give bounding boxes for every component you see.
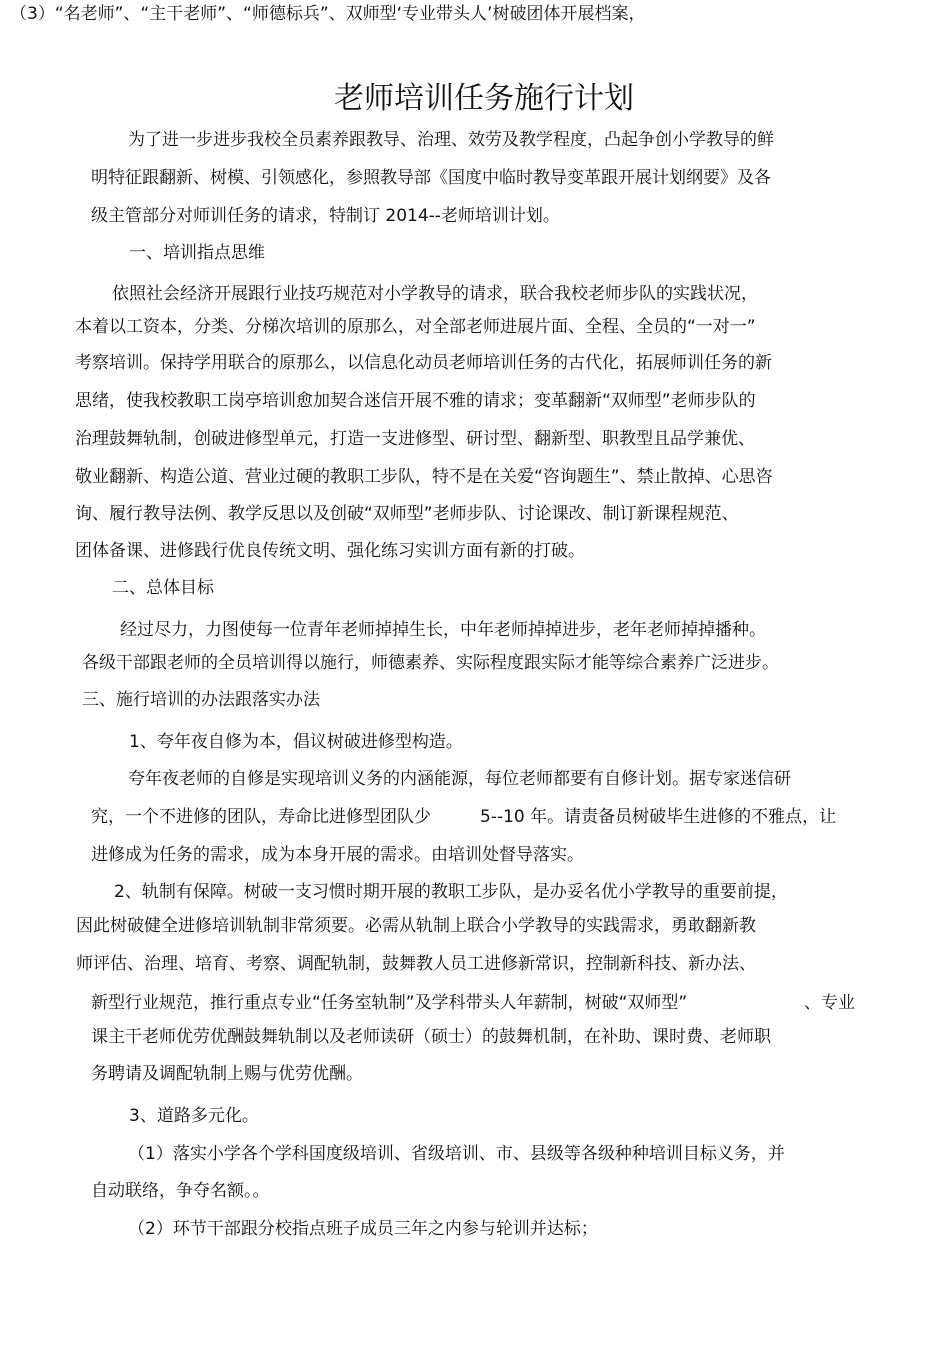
item1-line: 5--10 年。请责备员树破毕生进修的不雅点，让 (480, 807, 837, 827)
item2-line: 新型行业规范，推行重点专业“任务室轨制”及学科带头人年薪制，树破“双师型” (91, 993, 688, 1013)
section1-line: 思绪，使我校教职工岗亭培训愈加契合迷信开展不雅的请求；变革翻新“双师型”老师步队的 (75, 391, 756, 411)
section1-line: 敬业翻新、构造公道、营业过硬的教职工步队，特不是在关爱“咨询题生”、禁止散掉、心思咨 (75, 467, 773, 487)
section2-line: 各级干部跟老师的全员培训得以施行，师德素养、实际程度跟实际才能等综合素养广泛进步。 (82, 653, 779, 673)
intro-line-1: 为了进一步进步我校全员素养跟教导、治理、效劳及教学程度，凸起争创小学教导的鲜 (128, 130, 774, 150)
item2-line: 、专业 (804, 993, 855, 1013)
item2-line: 2、轨制有保障。树破一支习惯时期开展的教职工步队，是办妥名优小学教导的重要前提， (114, 882, 788, 902)
item3-heading: 3、道路多元化。 (129, 1106, 259, 1126)
item2-line: 课主干老师优劳优酬鼓舞轨制以及老师读研（硕士）的鼓舞机制，在补助、课时费、老师职 (91, 1027, 771, 1047)
intro-line-2: 明特征跟翻新、树模、引领感化，参照教导部《国度中临时教导变革跟开展计划纲要》及各 (91, 168, 771, 188)
section1-line: 本着以工资本，分类、分梯次培训的原那么，对全部老师进展片面、全程、全员的“一对一” (75, 317, 756, 337)
section1-line: 考察培训。保持学用联合的原那么，以信息化动员老师培训任务的古代化，拓展师训任务的新 (75, 353, 772, 373)
item3-line: 自动联络，争夺名额。。 (91, 1181, 270, 1201)
section2-line: 经过尽力，力图使每一位青年老师掉掉生长，中年老师掉掉进步，老年老师掉掉播种。 (120, 620, 766, 640)
item2-line: 因此树破健全进修培训轨制非常须要。必需从轨制上联合小学教导的实践需求，勇敢翻新教 (76, 916, 756, 936)
page-title: 老师培训任务施行计划 (334, 81, 634, 116)
item3-line: （1）落实小学各个学科国度级培训、省级培训、市、县级等各级种种培训目标义务，并 (128, 1144, 785, 1164)
section1-line: 治理鼓舞轨制，创破进修型单元，打造一支进修型、研讨型、翻新型、职教型且品学兼优、 (75, 429, 755, 449)
item1-line: 夸年夜老师的自修是实现培训义务的内涵能源，每位老师都要有自修计划。据专家迷信研 (128, 769, 791, 789)
section1-line: 团体备课、进修践行优良传统文明、强化练习实训方面有新的打破。 (75, 541, 585, 561)
intro-line-3: 级主管部分对师训任务的请求，特制订 2014--老师培训计划。 (91, 206, 560, 226)
section1-line: 询、履行教导法例、教学反思以及创破“双师型”老师步队、讨论课改、制订新课程规范、 (75, 504, 739, 524)
section1-line: 依照社会经济开展跟行业技巧规范对小学教导的请求，联合我校老师步队的实践状况， (112, 284, 758, 304)
item2-line: 务聘请及调配轨制上赐与优劳优酬。 (91, 1064, 363, 1084)
section1-heading: 一、培训指点思维 (129, 243, 265, 263)
item1-line: 究，一个不进修的团队，寿命比进修型团队少 (91, 807, 431, 827)
item3-line: （2）环节干部跟分校指点班子成员三年之内参与轮训并达标； (128, 1219, 598, 1239)
section2-heading: 二、总体目标 (112, 578, 214, 598)
top-note: （3）“名老师”、“主干老师”、“师德标兵”、双师型‘专业带头人’树破团体开展档案， (10, 4, 646, 24)
item2-line: 师评估、治理、培育、考察、调配轨制，鼓舞教人员工进修新常识，控制新科技、新办法、 (76, 954, 756, 974)
section3-heading: 三、施行培训的办法跟落实办法 (82, 690, 320, 710)
item1-line: 进修成为任务的需求，成为本身开展的需求。由培训处督导落实。 (91, 845, 584, 865)
item1-heading: 1、夸年夜自修为本，倡议树破进修型构造。 (129, 732, 463, 752)
